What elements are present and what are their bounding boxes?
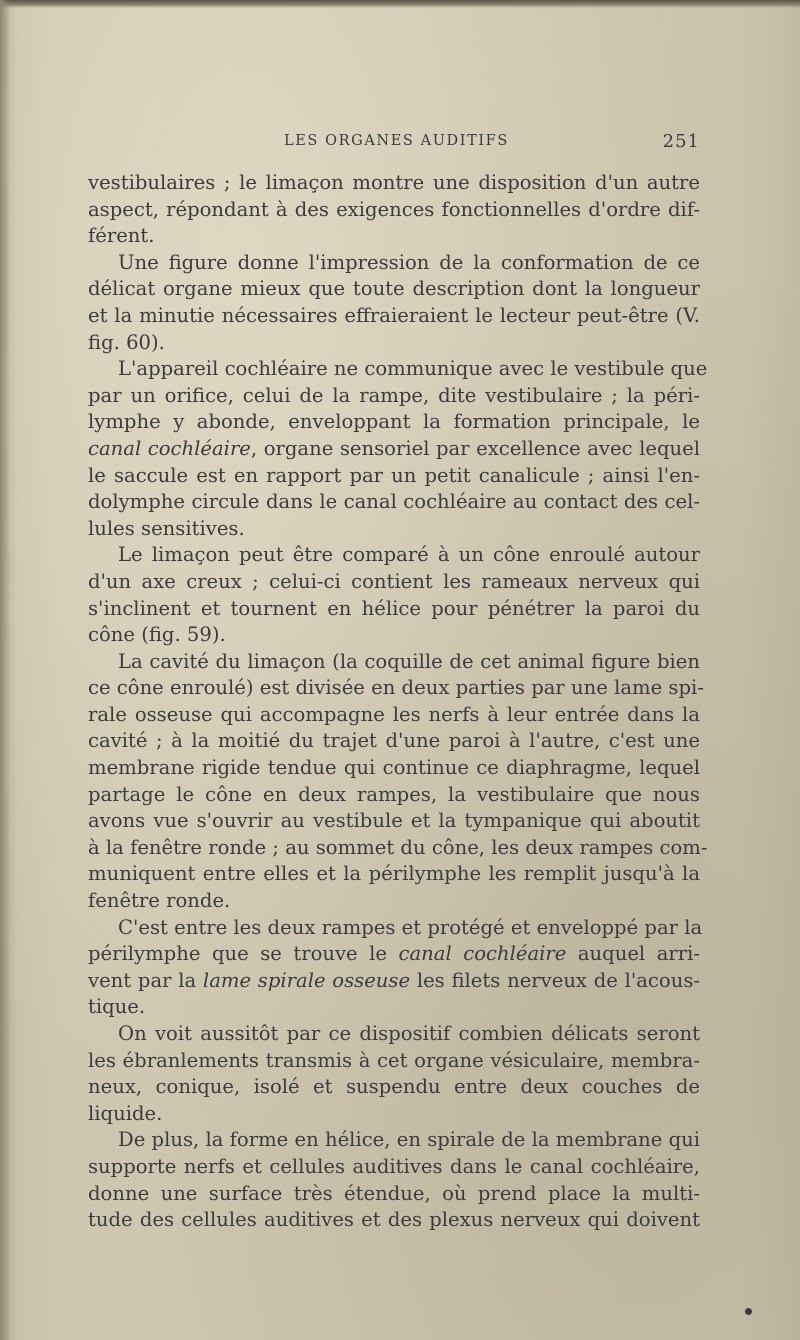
page-number: 251 (662, 131, 700, 152)
text-line: C'est entre les deux rampes et protégé et enveloppé par la (118, 915, 703, 939)
text-line: avons vue s'ouvrir au vestibule et la tympanique qui aboutit (88, 809, 700, 833)
text-line: liquide. (88, 1101, 163, 1125)
text-line: On voit aussitôt par ce dispositif combien délicats seront (118, 1022, 700, 1045)
text-line: supporte nerfs et cellules auditives dans le canal cochléaire, (88, 1154, 700, 1178)
text-line: ce cône enroulé) est divisée en deux parties par une lame spi- (88, 676, 704, 700)
text-line: L'appareil cochléaire ne communique avec le vestibule que (118, 357, 708, 381)
text-segment: périlymphe que se trouve le (88, 942, 399, 966)
text-line: lules sensitives. (88, 516, 245, 540)
text-line: De plus, la forme en hélice, en spirale de la membrane qui (118, 1128, 700, 1152)
text-line: partage le cône en deux rampes, la vestibulaire que nous (88, 782, 700, 806)
body-text (88, 170, 708, 1234)
text-line: fenêtre ronde. (88, 889, 231, 913)
text-line: tique. (88, 995, 146, 1019)
text-line: d'un axe creux ; celui-ci contient les rameaux nerveux qui (88, 569, 700, 593)
text-line: cavité ; à la moitié du trajet d'une paroi à l'autre, c'est une (88, 729, 700, 753)
italic-term: canal cochléaire (88, 436, 251, 460)
running-head: LES ORGANES AUDITIFS (284, 133, 509, 149)
text-line: et la minutie nécessaires effraieraient le lecteur peut-être (V. (88, 303, 700, 327)
text-line: délicat organe mieux que toute description dont la longueur (88, 277, 700, 301)
text-line: membrane rigide tendue qui continue ce diaphragme, lequel (88, 756, 700, 780)
text-line: muniquent entre elles et la périlymphe les remplit jusqu'à la (88, 862, 700, 886)
text-line: dolymphe circule dans le canal cochléaire au contact des cel- (88, 490, 700, 514)
text-line: fig. 60). (88, 330, 165, 354)
text-segment: les filets nerveux de l'acous- (410, 968, 700, 992)
text-line: rale osseuse qui accompagne les nerfs à leur entrée dans la (88, 702, 700, 726)
text-line: neux, conique, isolé et suspendu entre deux couches de (88, 1075, 700, 1099)
text-line: vestibulaires ; le limaçon montre une disposition d'un autre (88, 171, 700, 194)
text-line (88, 968, 700, 995)
text-line: La cavité du limaçon (la coquille de cet animal figure bien (118, 649, 700, 673)
text-line: par un orifice, celui de la rampe, dite vestibulaire ; la péri- (88, 383, 700, 407)
italic-term: canal cochléaire (398, 942, 567, 966)
page-header (88, 133, 700, 157)
text-line: Le limaçon peut être comparé à un cône enroulé autour (118, 543, 700, 567)
text-line (88, 436, 700, 463)
text-line: lymphe y abonde, enveloppant la formation principale, le (88, 410, 700, 434)
text-segment: , organe sensoriel par excellence avec lequel (250, 436, 700, 460)
text-line: le saccule est en rapport par un petit canalicule ; ainsi l'en- (88, 463, 700, 487)
text-line: donne une surface très étendue, où prend place la multi- (88, 1181, 700, 1205)
text-line: tude des cellules auditives et des plexus nerveux qui doivent (88, 1208, 700, 1232)
text-line: Une figure donne l'impression de la conformation de ce (118, 250, 700, 274)
text-line (88, 941, 700, 968)
page-top-edge (0, 0, 800, 8)
text-line: cône (fig. 59). (88, 623, 226, 647)
text-line: férent. (88, 224, 155, 248)
text-line: à la fenêtre ronde ; au sommet du cône, les deux rampes com- (88, 835, 708, 859)
text-segment: auquel arri- (566, 942, 700, 966)
text-line: aspect, répondant à des exigences fonctionnelles d'ordre dif- (88, 197, 700, 221)
italic-term: lame spirale osseuse (202, 968, 411, 992)
page-left-edge (0, 0, 10, 1340)
text-segment: vent par la (88, 968, 203, 992)
text-line: les ébranlements transmis à cet organe vésiculaire, membra- (88, 1048, 700, 1072)
text-line: s'inclinent et tournent en hélice pour pénétrer la paroi du (88, 596, 700, 620)
ink-spot (745, 1308, 752, 1315)
